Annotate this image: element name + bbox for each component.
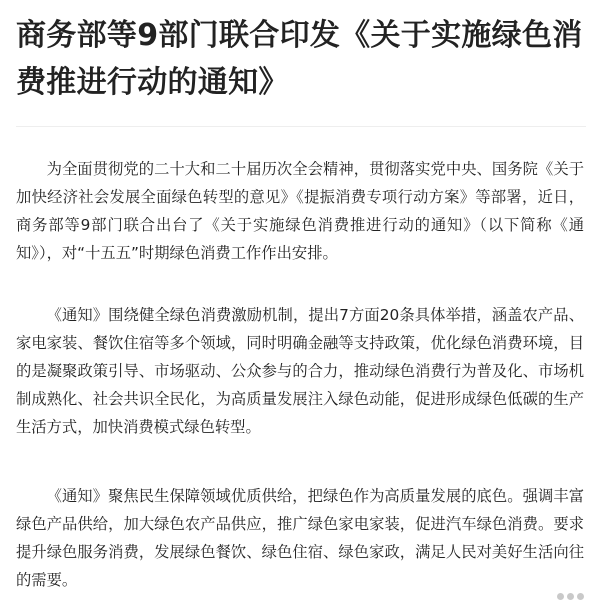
watermark (557, 588, 588, 604)
article-title: 商务部等9部门联合印发《关于实施绿色消费推进行动的通知》 (16, 18, 583, 100)
article-paragraph-3: 《通知》聚焦民生保障领域优质供给，把绿色作为高质量发展的底色。强调丰富绿色产品供给，加大绿色农产品供应，推广绿色家电家装，促进汽车绿色消费。要求提升绿色服务消费，发展绿色餐饮、绿色住宿、绿色家政，满足人民对美好生活向往的需要。 (16, 487, 584, 589)
watermark-logo-icon (557, 593, 584, 600)
article-paragraph-2: 《通知》围绕健全绿色消费激励机制，提出7方面20条具体举措，涵盖农产品、家电家装、餐饮住宿等多个领域，同时明确金融等支持政策，优化绿色消费环境，目的是凝聚政策引导、市场驱动、公众参与的合力，推动绿色消费行为普及化、市场机制成熟化、社会共识全民化，为高质量发展注入绿色动能，促进形成绿色低碳的生产生活方式，加快消费模式绿色转型。 (16, 306, 584, 436)
article-paragraph-1: 为全面贯彻党的二十大和二十届历次全会精神，贯彻落实党中央、国务院《关于加快经济社会发展全面绿色转型的意见》《提振消费专项行动方案》等部署，近日，商务部等9部门联合出台了《关于实施绿色消费推进行动的通知》（以下简称《通知》），对“十五五”时期绿色消费工作作出安排。 (16, 160, 584, 262)
title-divider (16, 126, 586, 127)
